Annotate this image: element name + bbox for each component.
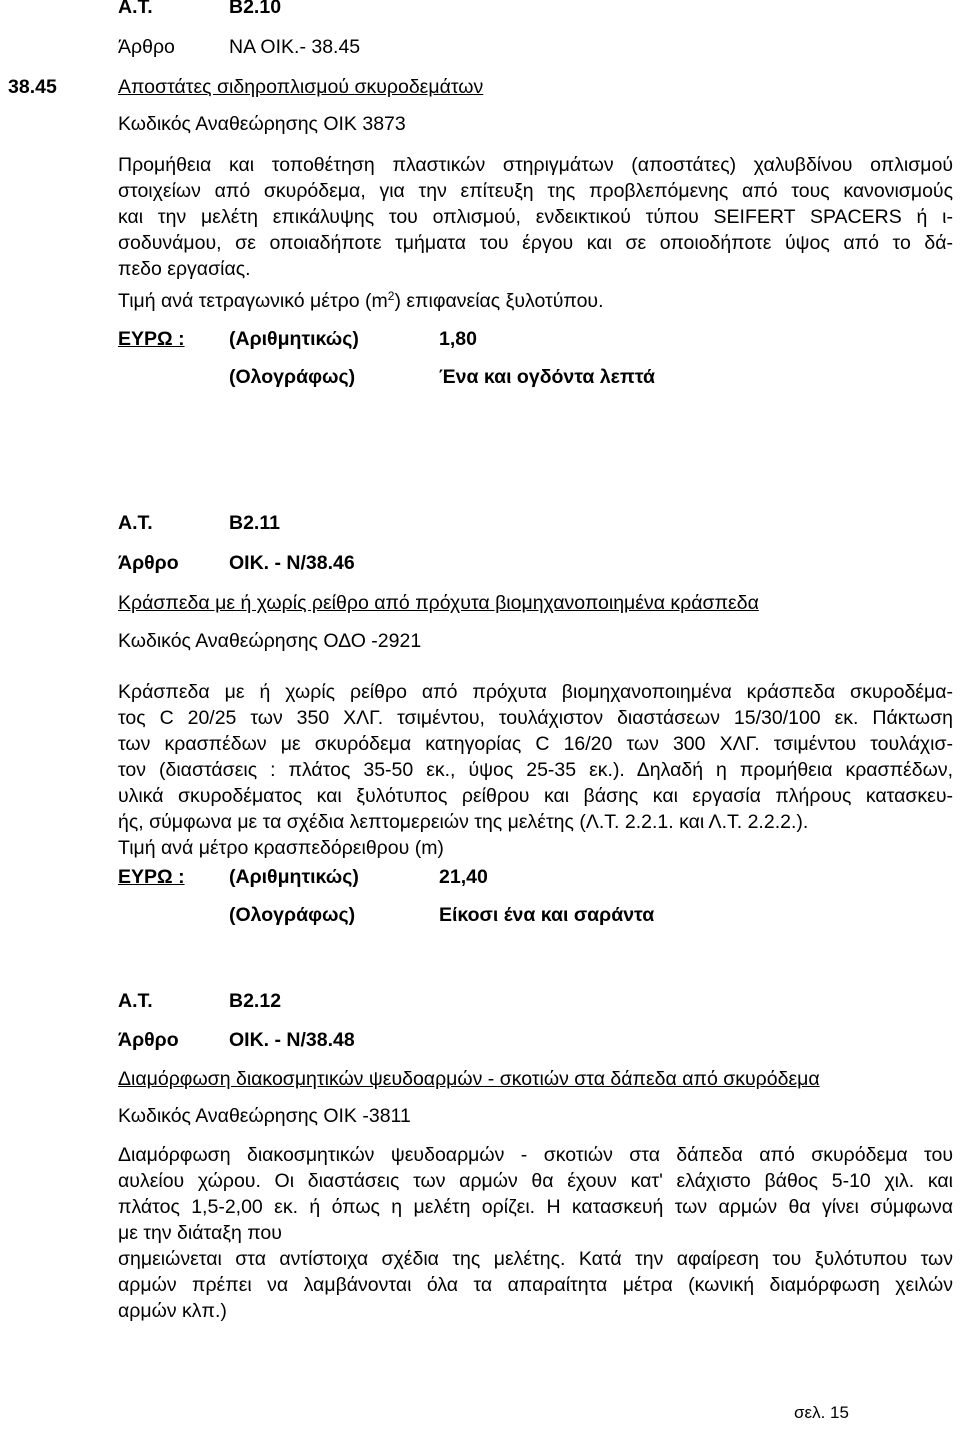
section2-arthro-label: Άρθρο bbox=[118, 552, 179, 574]
section1-numeric-value: 1,80 bbox=[439, 328, 477, 350]
section1-words-label: (Ολογράφως) bbox=[229, 366, 356, 388]
section3-arthro-label: Άρθρο bbox=[118, 1029, 179, 1051]
section3-title: Διαμόρφωση διακοσμητικών ψευδοαρμών - σκοτιών στα δάπεδα από σκυρόδεμα bbox=[118, 1068, 820, 1090]
section3-desc-line: αρμών πρέπει να λαμβάνονται όλα τα απαραίτητα μέτρα (κωνική διαμόρφωση χειλών bbox=[118, 1274, 953, 1296]
section1-arthro-label: Άρθρο bbox=[118, 36, 175, 58]
section2-numeric-label: (Αριθμητικώς) bbox=[229, 866, 359, 888]
section2-euro-label: ΕΥΡΩ : bbox=[118, 866, 185, 888]
section1-revision: Κωδικός Αναθεώρησης ΟΙΚ 3873 bbox=[118, 113, 406, 135]
section1-desc-line: πεδο εργασίας. bbox=[118, 258, 251, 280]
section2-at-label: Α.Τ. bbox=[118, 512, 153, 534]
section2-arthro-code: ΟΙΚ. - Ν/38.46 bbox=[229, 552, 355, 574]
section2-desc-line: Τιμή ανά μέτρο κρασπεδόρειθρου (m) bbox=[118, 837, 444, 859]
section2-numeric-value: 21,40 bbox=[439, 866, 488, 888]
section2-words-value: Είκοσι ένα και σαράντα bbox=[439, 904, 655, 926]
page-number: σελ. 15 bbox=[794, 1403, 849, 1422]
section3-desc-line: με την διάταξη που bbox=[118, 1222, 282, 1244]
section1-desc-line: στοιχείων από σκυρόδεμα, για την επίτευξη της προβλεπόμενης από τους κανονισμούς bbox=[118, 180, 953, 202]
section2-revision: Κωδικός Αναθεώρησης ΟΔΟ -2921 bbox=[118, 630, 422, 652]
section3-desc-line: σημειώνεται στα αντίστοιχα σχέδια της μελέτης. Κατά την αφαίρεση του ξυλότυπου των bbox=[118, 1248, 953, 1270]
section1-unit-after: ) επιφανείας ξυλοτύπου. bbox=[394, 290, 604, 312]
section2-desc-line: υλικά σκυροδέματος και ξυλότυπος ρείθρου και βάσης και εργασία πλήρους κατασκευ- bbox=[118, 785, 953, 807]
section3-revision: Κωδικός Αναθεώρησης ΟΙΚ -3811 bbox=[118, 1105, 411, 1127]
section3-desc-line: Διαμόρφωση διακοσμητικών ψευδοαρμών - σκοτιών στα δάπεδα από σκυρόδεμα του bbox=[118, 1144, 953, 1166]
section3-at-label: Α.Τ. bbox=[118, 990, 153, 1012]
section1-at-label: Α.Τ. bbox=[118, 0, 153, 18]
section1-description bbox=[118, 152, 953, 282]
section2-desc-line: τος C 20/25 των 350 ΧΛΓ. τσιμέντου, τουλάχιστον διαστάσεων 15/30/100 εκ. Πάκτωση bbox=[118, 707, 953, 729]
section1-desc-line: Προμήθεια και τοποθέτηση πλαστικών στηριγμάτων (αποστάτες) χαλυβδίνου οπλισμού bbox=[118, 154, 953, 176]
section1-words-value: Ένα και ογδόντα λεπτά bbox=[439, 366, 656, 388]
section1-unit bbox=[118, 290, 604, 313]
section1-unit-before: Τιμή ανά τετραγωνικό μέτρο (m bbox=[118, 290, 388, 312]
section1-desc-line: και την μελέτη επικάλυψης του οπλισμού, ενδεικτικού τύπου SEIFERT SPACERS ή ι- bbox=[118, 206, 953, 228]
section1-desc-line: σοδυνάμου, σε οποιαδήποτε τμήματα του έργου και σε οποιοδήποτε ύψος από το δά- bbox=[118, 232, 953, 254]
section1-number: 38.45 bbox=[8, 76, 57, 98]
section2-at-code: Β2.11 bbox=[229, 512, 280, 534]
section1-title: Αποστάτες σιδηροπλισμού σκυροδεμάτων bbox=[118, 76, 484, 98]
section2-description bbox=[118, 679, 953, 861]
section1-euro-label: ΕΥΡΩ : bbox=[118, 328, 185, 350]
section1-arthro-code: ΝΑ ΟΙΚ.- 38.45 bbox=[229, 36, 361, 58]
section2-desc-line: τον (διαστάσεις : πλάτος 35-50 εκ., ύψος 25-35 εκ.). Δηλαδή η προμήθεια κρασπέδων, bbox=[118, 759, 953, 781]
section3-desc-line: πλάτος 1,5-2,00 εκ. ή όπως η μελέτη ορίζει. Η κατασκευή των αρμών θα γίνει σύμφωνα bbox=[118, 1196, 953, 1218]
section1-at-code: Β2.10 bbox=[229, 0, 282, 18]
section2-desc-line: Κράσπεδα με ή χωρίς ρείθρο από πρόχυτα βιομηχανοποιημένα κράσπεδα σκυροδέμα- bbox=[118, 681, 953, 703]
section2-desc-line: ής, σύμφωνα με τα σχέδια λεπτομερειών της μελέτης (Λ.Τ. 2.2.1. και Λ.Τ. 2.2.2.). bbox=[118, 811, 809, 833]
section3-desc-line: αυλείου χώρου. Οι διαστάσεις των αρμών θα έχουν κατ' ελάχιστο βάθος 5-10 χιλ. και bbox=[118, 1170, 953, 1192]
section1-numeric-label: (Αριθμητικώς) bbox=[229, 328, 359, 350]
section2-title: Κράσπεδα με ή χωρίς ρείθρο από πρόχυτα βιομηχανοποιημένα κράσπεδα bbox=[118, 592, 759, 614]
section3-description bbox=[118, 1142, 953, 1324]
section3-at-code: Β2.12 bbox=[229, 990, 282, 1012]
section2-desc-line: των κρασπέδων με σκυρόδεμα κατηγορίας C 16/20 των 300 ΧΛΓ. τσιμέντου τουλάχισ- bbox=[118, 733, 953, 755]
section1-unit-sup: 2 bbox=[387, 289, 395, 303]
section3-desc-line: αρμών κλπ.) bbox=[118, 1300, 227, 1322]
section2-words-label: (Ολογράφως) bbox=[229, 904, 356, 926]
section3-arthro-code: ΟΙΚ. - Ν/38.48 bbox=[229, 1029, 355, 1051]
